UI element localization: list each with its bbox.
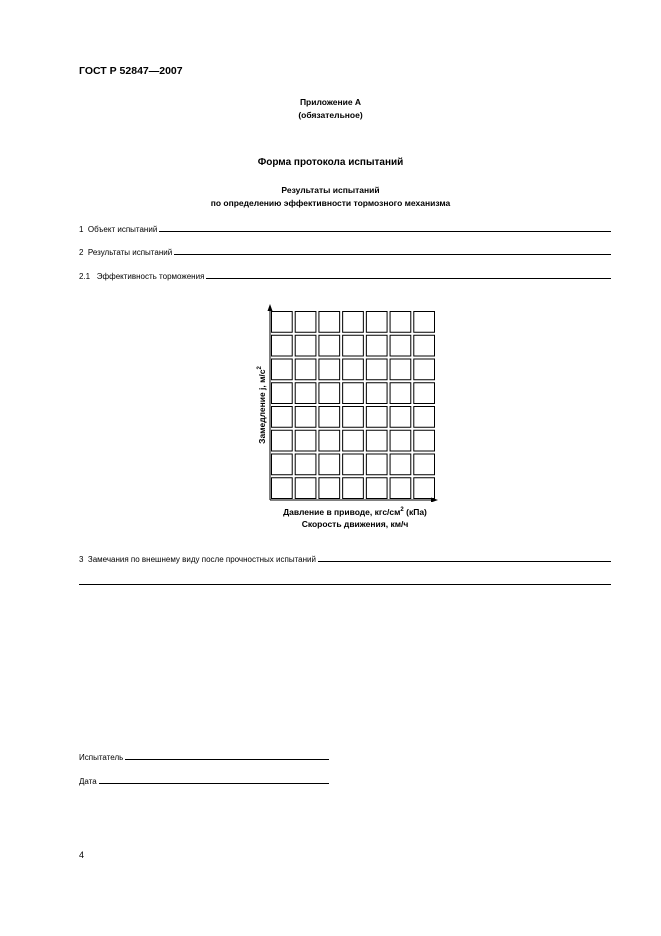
grid-cell [390, 454, 411, 475]
grid-cell [414, 312, 435, 333]
tester-signature-field[interactable] [79, 750, 329, 762]
grid-cell [390, 383, 411, 404]
results-line-2: по определению эффективности тормозного механизма [210, 198, 451, 208]
grid-cell [272, 407, 293, 428]
remarks-fill-line[interactable] [318, 560, 611, 562]
grid-cell [343, 335, 364, 356]
x-axis-label-pressure: Давление в приводе, кгс/$см^2$ (кПа) [283, 507, 427, 517]
grid-cell [366, 312, 387, 333]
grid-cell [295, 359, 316, 380]
grid-cell [319, 383, 340, 404]
y-axis-arrow-icon [268, 304, 273, 311]
grid-cell [414, 454, 435, 475]
grid-cell [414, 335, 435, 356]
grid-cell [295, 454, 316, 475]
grid-cell [414, 478, 435, 499]
grid-cell [295, 478, 316, 499]
efficiency-label: 2.1 Эффективность торможения [79, 272, 205, 281]
results-heading [0, 184, 661, 210]
grid-cell [366, 383, 387, 404]
grid-cell [295, 430, 316, 451]
object-fill-line[interactable] [159, 230, 611, 232]
grid-cell [414, 407, 435, 428]
grid-cell [390, 478, 411, 499]
grid-cell [343, 383, 364, 404]
grid-cell [319, 478, 340, 499]
grid-cell [319, 407, 340, 428]
efficiency-field[interactable] [79, 269, 611, 281]
annex-title: Приложение А [299, 97, 362, 107]
grid-cell [366, 430, 387, 451]
grid-cell [319, 454, 340, 475]
grid-cell [272, 430, 293, 451]
results-line-1: Результаты испытаний [281, 185, 380, 195]
grid-cell [272, 454, 293, 475]
grid-cell [390, 407, 411, 428]
grid-cell [343, 407, 364, 428]
grid-cell [272, 383, 293, 404]
grid-cell [319, 359, 340, 380]
remarks-field[interactable] [79, 552, 611, 564]
grid-cell [390, 430, 411, 451]
grid-cell [295, 312, 316, 333]
object-field[interactable] [79, 222, 611, 234]
grid-cell [295, 407, 316, 428]
grid-cell [390, 359, 411, 380]
grid-cell [272, 312, 293, 333]
grid-cell [390, 312, 411, 333]
grid-cell [414, 430, 435, 451]
tester-fill-line[interactable] [125, 758, 329, 760]
grid-cell [272, 359, 293, 380]
results-field[interactable] [79, 245, 611, 257]
grid-cell [343, 478, 364, 499]
results-label: 2 Результаты испытаний [79, 248, 173, 257]
grid-cell [366, 359, 387, 380]
standard-number: ГОСТ Р 52847—2007 [79, 65, 183, 77]
grid-cell [366, 478, 387, 499]
object-label: 1 Объект испытаний [79, 225, 158, 234]
x-axis-label-speed: Скорость движения, км/ч [301, 519, 409, 529]
grid-cell [343, 359, 364, 380]
date-label: Дата [79, 777, 97, 786]
grid-cell [295, 335, 316, 356]
grid-cell [366, 407, 387, 428]
annex-status: (обязательное) [298, 110, 363, 120]
grid-cell [390, 335, 411, 356]
remarks-label: 3 Замечания по внешнему виду после прочностных испытаний [79, 555, 316, 564]
tester-label: Испытатель [79, 753, 124, 762]
grid-cell [319, 335, 340, 356]
grid-cell [319, 312, 340, 333]
results-fill-line[interactable] [174, 253, 611, 255]
grid-cell [319, 430, 340, 451]
date-fill-line[interactable] [99, 782, 329, 784]
grid-cell [272, 335, 293, 356]
grid-cell [366, 454, 387, 475]
grid-cell [366, 335, 387, 356]
remarks-continuation-line[interactable] [79, 584, 611, 585]
grid-cell [295, 383, 316, 404]
y-axis-label: Замедление j, $м/с^2$ [257, 366, 267, 444]
grid-cell [272, 478, 293, 499]
form-title: Форма протокола испытаний [257, 157, 404, 168]
chart-grid [272, 312, 435, 499]
page-number: 4 [79, 850, 85, 860]
grid-cell [414, 383, 435, 404]
deceleration-chart [260, 302, 440, 502]
grid-cell [343, 430, 364, 451]
date-field[interactable] [79, 774, 329, 786]
annex-heading [0, 96, 661, 122]
grid-cell [343, 312, 364, 333]
efficiency-fill-line[interactable] [206, 277, 611, 279]
grid-cell [414, 359, 435, 380]
grid-cell [343, 454, 364, 475]
